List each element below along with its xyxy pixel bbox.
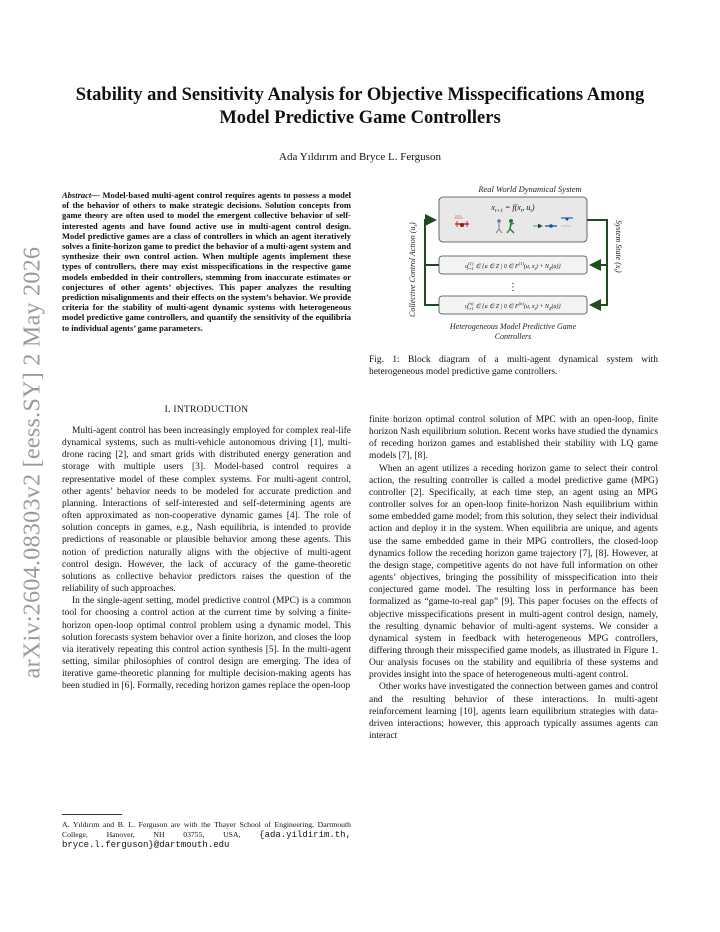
paragraph: finite horizon optimal control solution of MPC with an open-loop, finite horizon Nash equilibrium solution. Recent works have studied the dynamics of receding horizon games and established their stability with LQ game models [7], [8].: [369, 415, 658, 462]
authors: Ada Yıldırım and Bryce L. Ferguson: [279, 151, 441, 163]
section-heading: I. INTRODUCTION: [164, 405, 249, 415]
arxiv-stamp: [18, 246, 48, 678]
controller-ellipsis: ⋮: [508, 282, 518, 293]
paragraph: Multi-agent control has been increasingly employed for complex real-life dynamical systems, such as multi-vehicle autonomous driving [1], multi-drone racing [2], and smart grids with distributed energy generation and storage with multiple users [3]. Model-based control requires a representative model of these complex systems. For multi-agent control, other agents’ behavior needs to be modeled for accurate prediction and planning. Interactions of self-interested and self-determining agents are often approximated as non-cooperative dynamic games [4]. The role of solution concepts in games, e.g., Nash equilibria, is intended to provide predictions of reasonable or plausible behavior among these agents. This notion of prediction naturally aligns with the objective of multi-agent control design. However, the lack of accuracy of the game-theoretic solutions as collective behavior predictors raises the question of the reliability of such approaches.: [62, 426, 351, 595]
title-line-1: Stability and Sensitivity Analysis for Objective Misspecifications Among: [75, 85, 645, 105]
left-axis-label: Collective Control Action $(u_t)$: [408, 222, 419, 317]
abstract: [62, 190, 351, 333]
footnote-text: A. Yıldırım and B. L. Ferguson are with the Thayer School of Engineering, Dartmouth College, Hanover, NH 03755, USA,: [62, 820, 351, 839]
paragraph: Other works have investigated the connection between games and control and the resulting behavior of these interactions. In multi-agent reinforcement learning [10], agents learn equilibrium strategies with data-driven interactions; however, this approach typically assumes agents can interact: [369, 682, 658, 742]
footnote-email: {ada.yildirim.th, bryce.l.ferguson}@dartmouth.edu: [62, 829, 351, 850]
paragraph: In the single-agent setting, model predictive control (MPC) is a common tool for choosing a control action at the current time by solving a finite-horizon open-loop optimal control problem using a dynamic model. This solution forecasts system behavior over a finite horizon, and closes the loop via iteratively repeating this control action synthesis [5]. In the multi-agent setting, similar philosophies of control design are emerging. The idea of iterative game-theoretic planning for multiple decision-making agents has been studied in [6]. Formally, receding horizon games replace the open-loop: [62, 596, 351, 692]
abstract-lead: Abstract: [62, 190, 92, 200]
footnote-rule: [62, 814, 122, 815]
arxiv-id: arXiv:2604.08303v2 [eess.SY] 2 May 2026: [19, 246, 46, 678]
figure-block-diagram: [395, 182, 665, 350]
right-column-body: [369, 414, 658, 742]
figure-caption: Fig. 1: Block diagram of a multi-agent dynamical system with heterogeneous model predictive game controllers.: [369, 355, 658, 378]
paragraph: When an agent utilizes a receding horizon game to select their control action, the resulting controller is called a model predictive game (MPG) controller [2]. Specifically, at each time step, an agent using an MPG controller solves for an open-loop finite-horizon Nash equilibrium within some embedded game model; from this solution, they select their individual action and deploy it in the system. When equilibria are unique, and agents use the same embedded game in their MPG controllers, the closed-loop dynamics follow the receding horizon game trajectory [7], [8]. However, at the design stage, competitive agents do not have full information on other agents’ objectives, bringing the possibility of misspecification into their conjectured game model. The resulting loss in performance has been formalized as “game-to-real gap” [9]. This paper focuses on the effects of objective misspecifications present in multi-agent control design, namely, the resulting dynamic behavior of multi-agent systems. We consider a dynamical system in feedback with heterogeneous MPG controllers, differing through their misspecified game models, as illustrated in Figure 1. Our analysis focuses on the stability and equilibria of these systems and provides insight into the space of heterogeneous multi-agent control.: [369, 463, 658, 681]
title-line-2: Model Predictive Game Controllers: [219, 108, 501, 128]
left-column-body: [62, 425, 351, 692]
dynamics-equation: $x_{t+1} = f(x_t$, $u_t$): [491, 203, 535, 214]
controller-n-equation: $u^{(n)}$ t+1 ∈ {u ∈ Z | 0 ∈ $F^{(n)}(u$, $x_t) + N_Z(u)$}: [465, 301, 561, 311]
paper-title: [60, 84, 660, 130]
figure-top-label: Real World Dynamical System: [478, 184, 582, 194]
footnote: [62, 820, 351, 851]
controller-1-equation: $u^{(1)}$ t+1 ∈ {u ∈ Z | 0 ∈ $F^{(1)}(u$, $x_t) + N_Z(u)$}: [465, 261, 561, 271]
figure-bottom-label-2: Controllers: [494, 332, 532, 341]
figure-bottom-label-1: Heterogeneous Model Predictive Game: [449, 322, 577, 331]
abstract-text: — Model-based multi-agent control requires agents to possess a model of the behavior of others to make strategic decisions. Solution concepts from game theory are often used to model the emergent collective behavior of self-interested agents and have found active use in multi-agent control design. Model predictive games are a class of controllers in which an agent iteratively solves a finite-horizon game to predict the behavior of a multi-agent system and synthesize their own control action. When multiple agents implement these types of controllers, there may exist misspecifications in the respective game models embedded in their controllers, stemming from inaccurate estimates or conjectures of other agents’ objectives. This paper analyzes the resulting prediction misalignments and their effects on the system’s behavior. We provide criteria for the stability of multi-agent dynamic systems with heterogeneous model predictive game controllers, and quantify the sensitivity of the equilibria to individual agents’ game parameters.: [62, 190, 351, 333]
right-axis-label: System State $(x_t)$: [612, 220, 623, 273]
